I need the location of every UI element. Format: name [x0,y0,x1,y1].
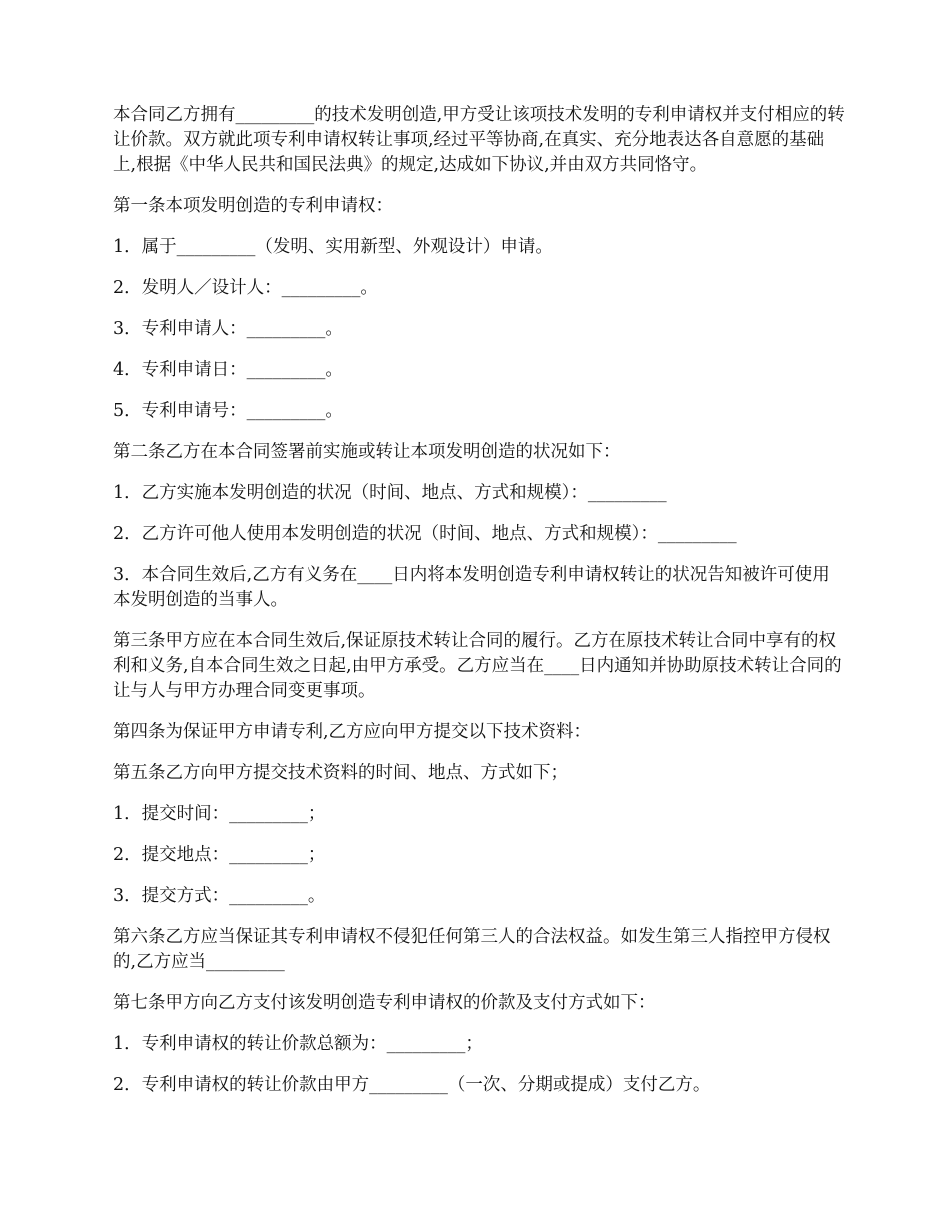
article-3-paragraph: 第三条甲方应在本合同生效后,保证原技术转让合同的履行。乙方在原技术转让合同中享有的权利和义务,自本合同生效之日起,由甲方承受。乙方应当在____日内通知并协助原技术转让合同的让与人与甲方办理合同变更事项。 [113,631,842,701]
article-1-item-4: 4．专利申请日：_________。 [113,360,343,380]
article-5-item-3: 3．提交方式：_________。 [113,886,326,906]
article-6-paragraph: 第六条乙方应当保证其专利申请权不侵犯任何第三人的合法权益。如发生第三人指控甲方侵权的,乙方应当_________ [113,927,831,972]
preamble-paragraph: 本合同乙方拥有_________的技术发明创造,甲方受让该项技术发明的专利申请权并支付相应的转让价款。双方就此项专利申请权转让事项,经过平等协商,在真实、充分地表达各自意愿的基础上,根据《中华人民共和国民法典》的规定,达成如下协议,并由双方共同恪守。 [113,105,845,175]
article-1-item-1: 1．属于_________（发明、实用新型、外观设计）申请。 [113,237,553,257]
document-page [113,103,845,1114]
article-2-item-2: 2．乙方许可他人使用本发明创造的状况（时间、地点、方式和规模）：_________ [113,524,737,544]
article-5-item-2: 2．提交地点：_________； [113,845,326,865]
article-1-item-2: 2．发明人／设计人：_________。 [113,278,378,298]
article-7-item-2: 2．专利申请权的转让价款由甲方_________（一次、分期或提成）支付乙方。 [113,1075,711,1095]
article-2-item-1: 1．乙方实施本发明创造的状况（时间、地点、方式和规模）：_________ [113,483,667,503]
article-5-heading: 第五条乙方向甲方提交技术资料的时间、地点、方式如下； [113,763,568,783]
article-1-item-5: 5．专利申请号：_________。 [113,401,343,421]
article-7-item-1: 1．专利申请权的转让价款总额为：_________； [113,1034,483,1054]
article-5-item-1: 1．提交时间：_________； [113,804,326,824]
article-2-item-3: 3．本合同生效后,乙方有义务在____日内将本发明创造专利申请权转让的状况告知被许可使用本发明创造的当事人。 [113,565,830,610]
article-2-heading: 第二条乙方在本合同签署前实施或转让本项发明创造的状况如下： [113,442,621,462]
article-7-heading: 第七条甲方向乙方支付该发明创造专利申请权的价款及支付方式如下： [113,993,656,1013]
article-4-paragraph: 第四条为保证甲方申请专利,乙方应向甲方提交以下技术资料： [113,722,592,742]
article-1-item-3: 3．专利申请人：_________。 [113,319,343,339]
article-1-heading: 第一条本项发明创造的专利申请权： [113,196,393,216]
